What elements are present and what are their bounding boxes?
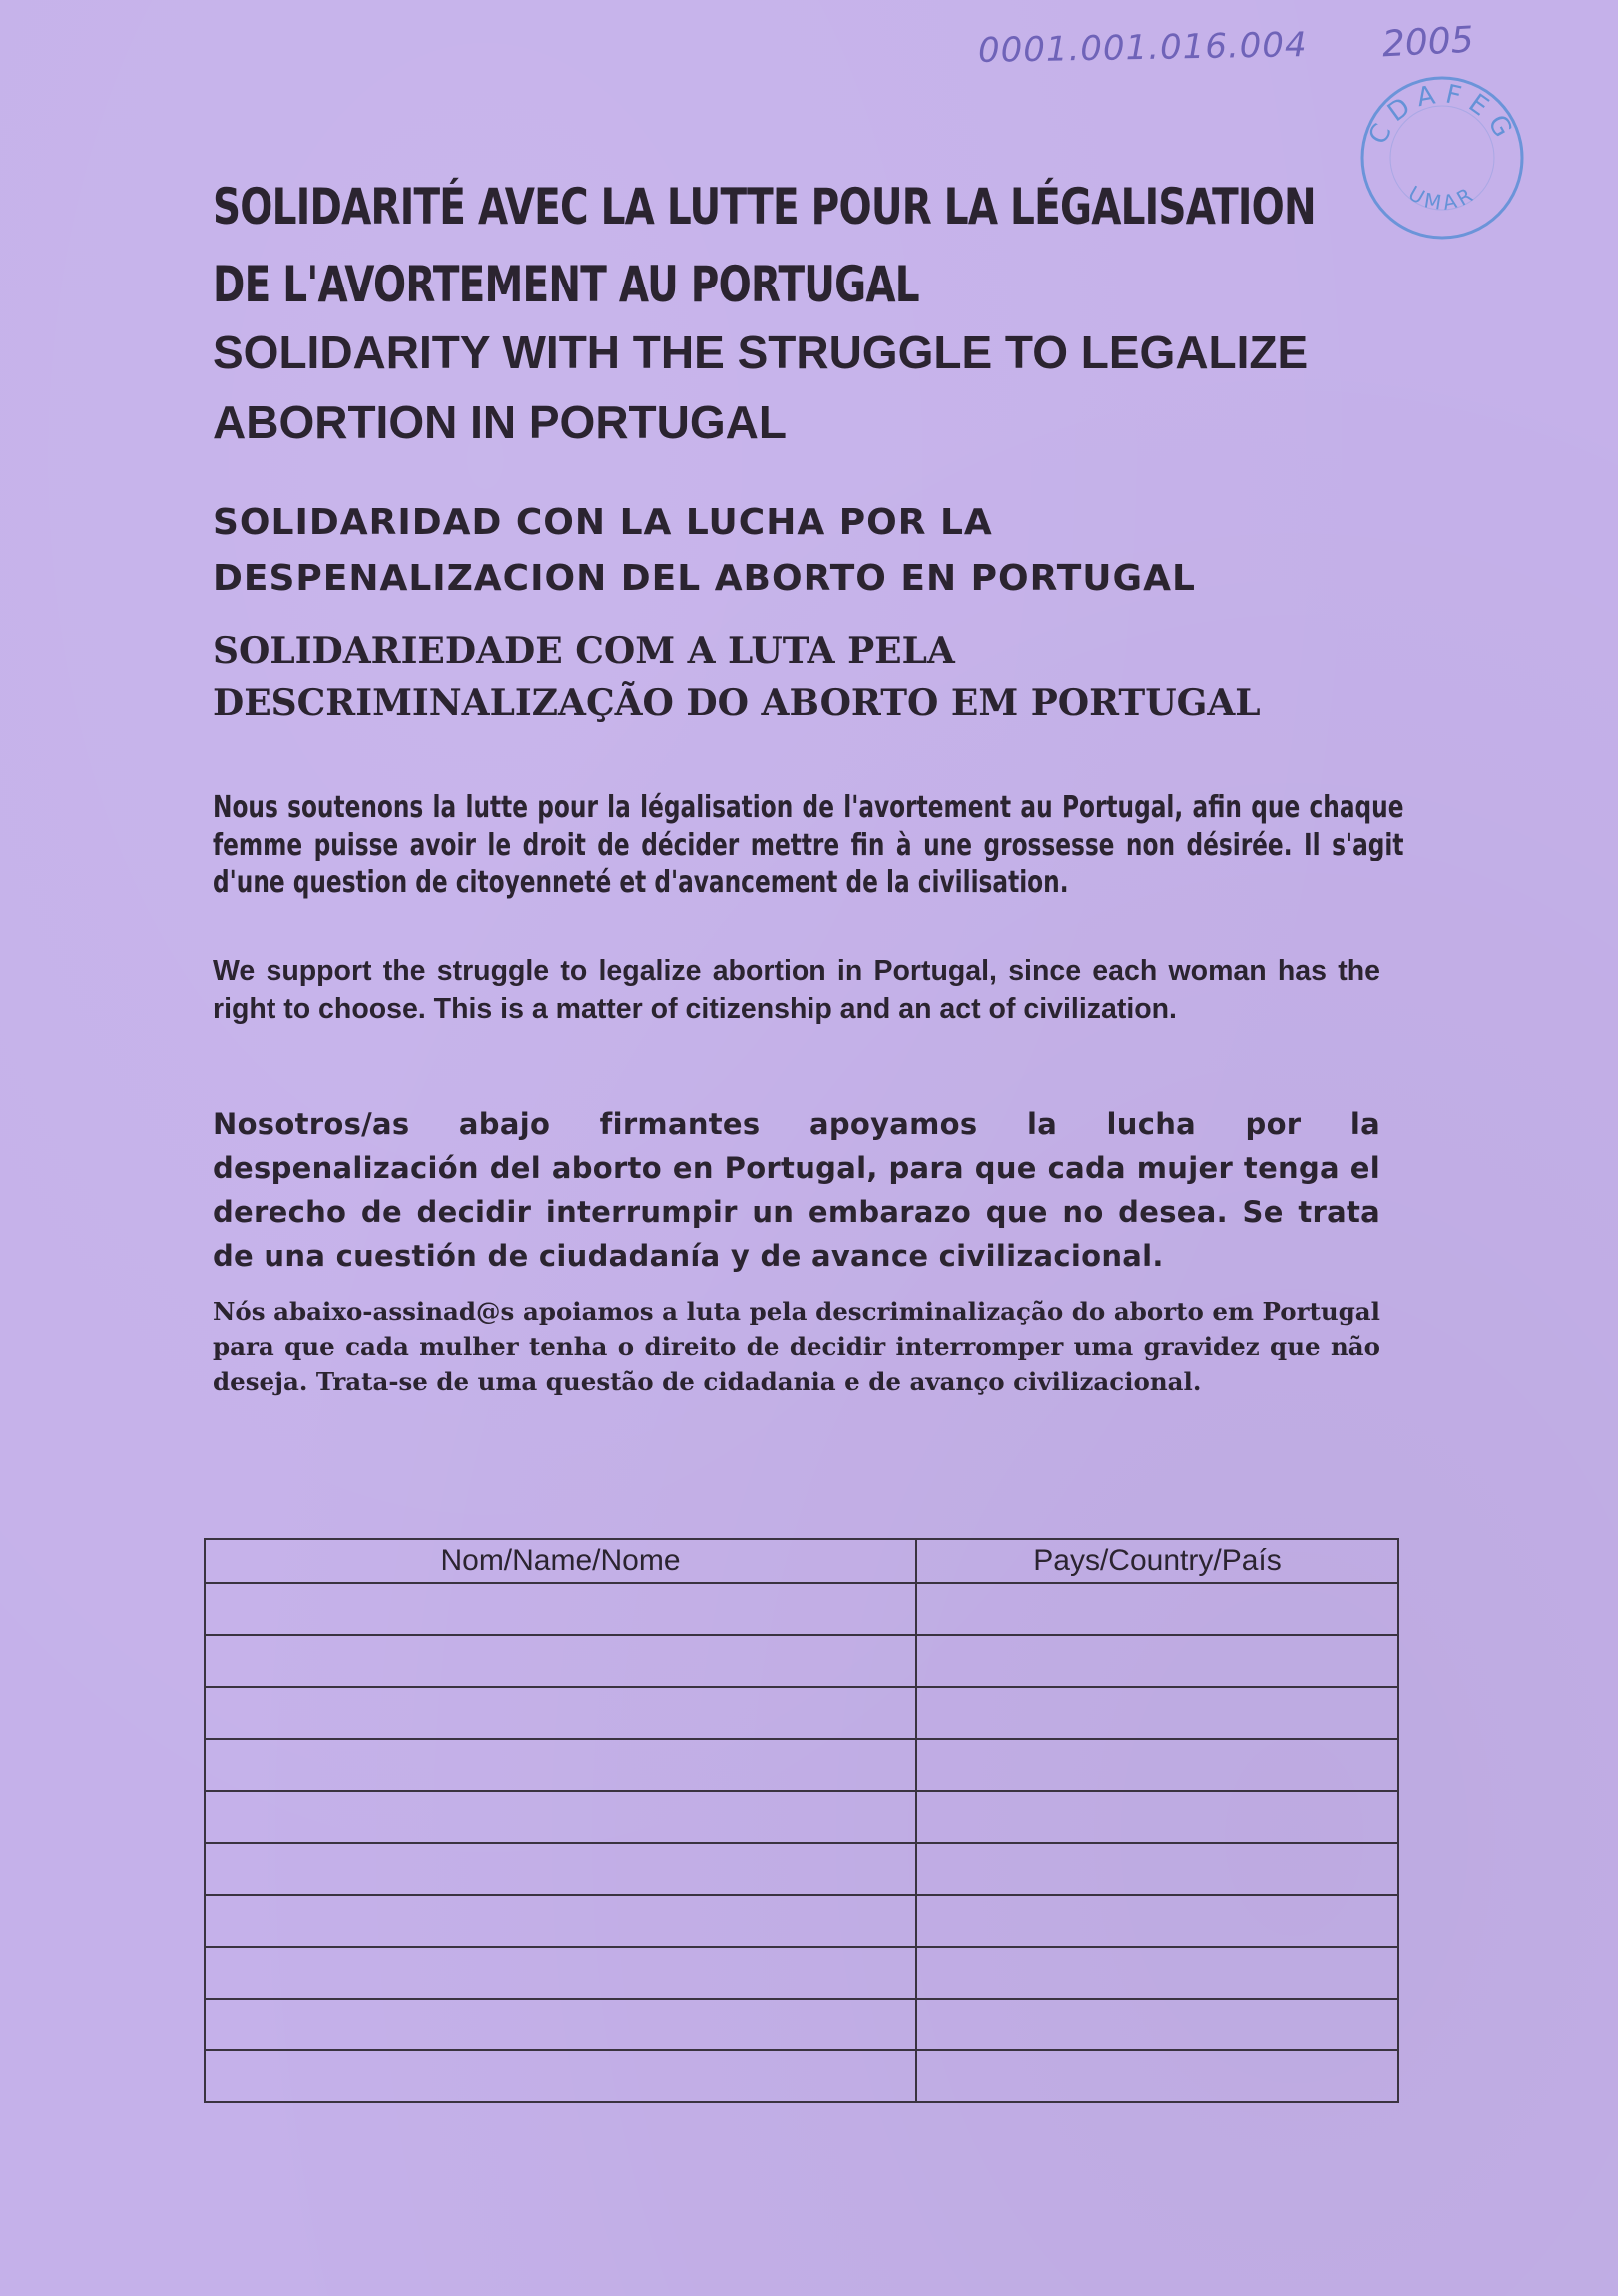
heading-english-line1: SOLIDARITY WITH THE STRUGGLE TO LEGALIZE <box>213 326 1309 378</box>
heading-portuguese-line1: SOLIDARIEDADE COM A LUTA PELA <box>213 630 955 672</box>
country-cell[interactable] <box>916 1687 1398 1739</box>
table-row <box>205 1687 1398 1739</box>
signature-table-header-row <box>205 1539 1398 1583</box>
country-cell[interactable] <box>916 2050 1398 2102</box>
country-cell[interactable] <box>916 1791 1398 1843</box>
name-cell[interactable] <box>205 1947 916 1999</box>
heading-portuguese <box>213 625 1410 729</box>
name-cell[interactable] <box>205 1583 916 1635</box>
archive-code-handwritten: 0001.001.016.004 <box>977 25 1308 71</box>
table-row <box>205 1635 1398 1687</box>
heading-spanish-line2: DESPENALIZACION DEL ABORTO EN PORTUGAL <box>213 558 1196 599</box>
archive-year-handwritten: 2005 <box>1380 19 1475 66</box>
country-cell[interactable] <box>916 1947 1398 1999</box>
table-row <box>205 1895 1398 1947</box>
column-header-name: Nom/Name/Nome <box>205 1539 916 1583</box>
table-row <box>205 2050 1398 2102</box>
heading-french <box>213 168 1389 323</box>
paragraph-portuguese: Nós abaixo-assinad@s apoiamos a luta pela descriminalização do aborto em Portugal para que cada mulher tenha o direito de decidir interromper uma gravidez que não deseja. Trata-se de uma questão de cidadania e de avanço civilizacional. <box>213 1297 1380 1396</box>
svg-text:UMAR <box>1404 181 1480 215</box>
name-cell[interactable] <box>205 1687 916 1739</box>
name-cell[interactable] <box>205 1739 916 1791</box>
paragraph-english: We support the struggle to legalize abortion in Portugal, since each woman has the right to choose. This is a matter of citizenship and an act of civilization. <box>213 955 1380 1025</box>
table-row <box>205 1999 1398 2050</box>
country-cell[interactable] <box>916 1635 1398 1687</box>
country-cell[interactable] <box>916 1843 1398 1895</box>
paragraph-spanish: Nosotros/as abajo firmantes apoyamos la lucha por la despenalización del aborto en Portugal, para que cada mujer tenga el derecho de decidir interrumpir un embarazo que no desea. Se trata de una cuestión de ciudadanía y de avance civilizacional. <box>213 1107 1380 1273</box>
name-cell[interactable] <box>205 1999 916 2050</box>
stamp-top-text: CDAFEG <box>1362 79 1522 150</box>
country-cell[interactable] <box>916 1739 1398 1791</box>
stamp-bottom-text: UMAR <box>1404 181 1480 216</box>
signature-table-body <box>205 1583 1398 2102</box>
signature-table <box>204 1538 1399 2103</box>
table-row <box>205 1739 1398 1791</box>
country-cell[interactable] <box>916 1895 1398 1947</box>
name-cell[interactable] <box>205 1843 916 1895</box>
paragraph-french: Nous soutenons la lutte pour la légalisation de l'avortement au Portugal, afin que chaque femme puisse avoir le droit de décider mettre fin à une grossesse non désirée. Il s'agit d'une question de citoyenneté et d'avancement de la civilisation. <box>213 790 1404 900</box>
country-cell[interactable] <box>916 1999 1398 2050</box>
column-header-country: Pays/Country/País <box>916 1539 1398 1583</box>
country-cell[interactable] <box>916 1583 1398 1635</box>
svg-text:CDAFEG <box>1363 79 1522 149</box>
heading-french-line2: DE L'AVORTEMENT AU PORTUGAL <box>213 256 919 313</box>
name-cell[interactable] <box>205 1895 916 1947</box>
heading-spanish-line1: SOLIDARIDAD CON LA LUCHA POR LA <box>213 502 993 543</box>
name-cell[interactable] <box>205 1635 916 1687</box>
heading-spanish <box>213 495 1410 607</box>
heading-english-line2: ABORTION IN PORTUGAL <box>213 396 787 448</box>
heading-french-line1: SOLIDARITÉ AVEC LA LUTTE POUR LA LÉGALISATION <box>213 178 1316 236</box>
name-cell[interactable] <box>205 1791 916 1843</box>
table-row <box>205 1791 1398 1843</box>
table-row <box>205 1583 1398 1635</box>
table-row <box>205 1947 1398 1999</box>
table-row <box>205 1843 1398 1895</box>
name-cell[interactable] <box>205 2050 916 2102</box>
heading-english <box>213 317 1410 457</box>
heading-portuguese-line2: DESCRIMINALIZAÇÃO DO ABORTO EM PORTUGAL <box>213 682 1261 724</box>
